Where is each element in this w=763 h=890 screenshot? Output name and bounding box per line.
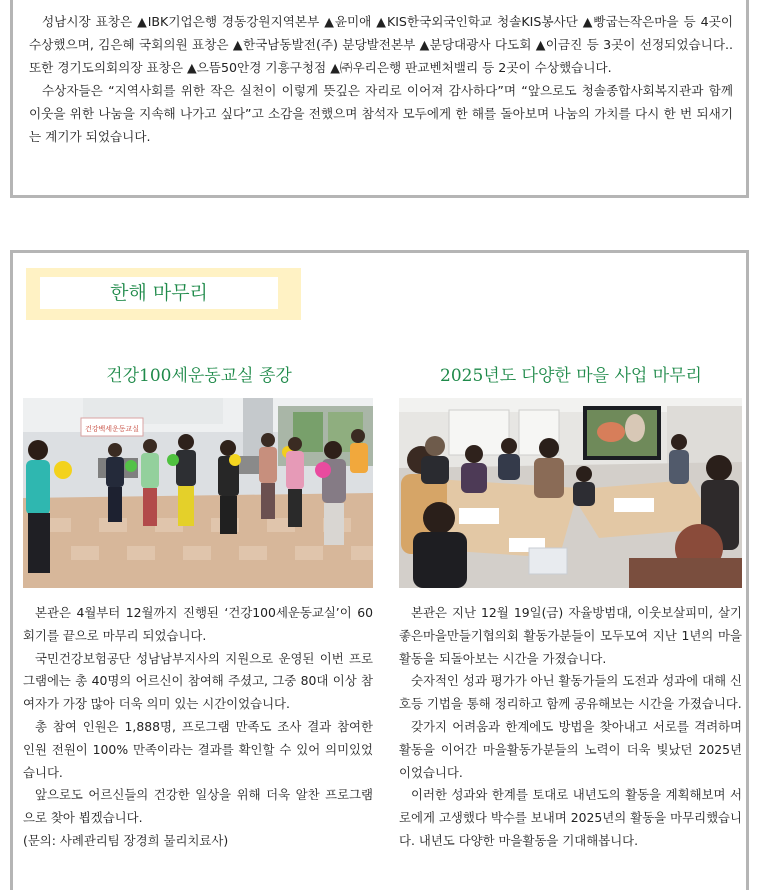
left-article-body xyxy=(23,602,373,853)
right-article-body xyxy=(399,602,742,853)
banner-sign-text: 건강백세운동교실 xyxy=(84,425,140,433)
right-paragraph-1: 본관은 지난 12월 19일(금) 자율방범대, 이웃보살피미, 살기좋은마을만들기협의회 활동가분들이 모두모여 지난 1년의 마을 활동을 되돌아보는 시간을 가졌습니다. xyxy=(399,605,742,666)
left-contact: (문의: 사례관리팀 장경희 물리치료사) xyxy=(23,832,229,848)
right-paragraph-4: 이러한 성과와 한계를 토대로 내년도의 활동을 계획해보며 서로에게 고생했다 박수를 보내며 2025년의 활동을 마무리했습니다. 내년도 다양한 마을활동을 기대해봅니다. xyxy=(399,787,742,848)
year-end-section xyxy=(10,250,749,890)
top-article-text xyxy=(29,10,733,148)
right-paragraph-2: 숫자적인 성과 평가가 아닌 활동가들의 도전과 성과에 대해 신호등 기법을 통해 정리하고 함께 공유해보는 시간을 가졌습니다. xyxy=(399,673,742,712)
left-article-title: 건강100세운동교실 종강 xyxy=(106,366,292,386)
top-article-box xyxy=(10,0,749,198)
left-paragraph-1: 본관은 4월부터 12월까지 진행된 ‘건강100세운동교실’이 60회기를 끝으로 마무리 되었습니다. xyxy=(23,605,373,643)
exercise-class-photo xyxy=(23,398,373,588)
top-paragraph-1: 성남시장 표창은 ▲IBK기업은행 경동강원지역본부 ▲윤미애 ▲KIS한국외국인학교 청솔KIS봉사단 ▲빵굽는작은마을 등 4곳이 수상했으며, 김은혜 국회의원 표창은 ▲한국남동발전(주) 분당발전본부 ▲분당대광사 다도회 ▲이금진 등 3곳이 선정되었습니다.. 또한 경기도의회의장 표창은 ▲으뜸50안경 기흥구청점 ▲㈜우리은행 판교벤처밸리 등 2곳이 수상했습니다. xyxy=(29,14,733,75)
village-meeting-photo xyxy=(399,398,742,588)
section-heading-banner xyxy=(26,268,301,320)
right-paragraph-3: 갖가지 어려움과 한계에도 방법을 찾아내고 서로를 격려하며 활동을 이어간 마을활동가분들의 노력이 더욱 빛났던 2025년 이었습니다. xyxy=(399,718,742,780)
section-heading: 한해 마무리 xyxy=(40,277,278,309)
top-paragraph-2: 수상자들은 “지역사회를 위한 작은 실천이 이렇게 뜻깊은 자리로 이어져 감사하다”며 “앞으로도 청솔종합사회복지관과 함께 이웃을 위한 나눔을 지속해 나가고 싶다”고 소감을 전했으며 참석자 모두에게 한 해를 돌아보며 나눔의 가치를 다시 한 번 되새기는 계기가 되었습니다. xyxy=(29,83,733,144)
left-paragraph-2: 국민건강보험공단 성남남부지사의 지원으로 운영된 이번 프로그램에는 총 40명의 어르신이 참여해 주셨고, 그중 80대 이상 참여자가 가장 많아 더욱 의미 있는 시간이었습니다. xyxy=(23,650,373,712)
left-paragraph-4: 앞으로도 어르신들의 건강한 일상을 위해 더욱 알찬 프로그램으로 찾아 뵙겠습니다. xyxy=(23,787,373,826)
left-paragraph-3: 총 참여 인원은 1,888명, 프로그램 만족도 조사 결과 참여한 인원 전원이 100% 만족이라는 결과를 확인할 수 있어 의미있었습니다. xyxy=(23,718,373,780)
right-article-title: 2025년도 다양한 마을 사업 마무리 xyxy=(440,366,702,386)
